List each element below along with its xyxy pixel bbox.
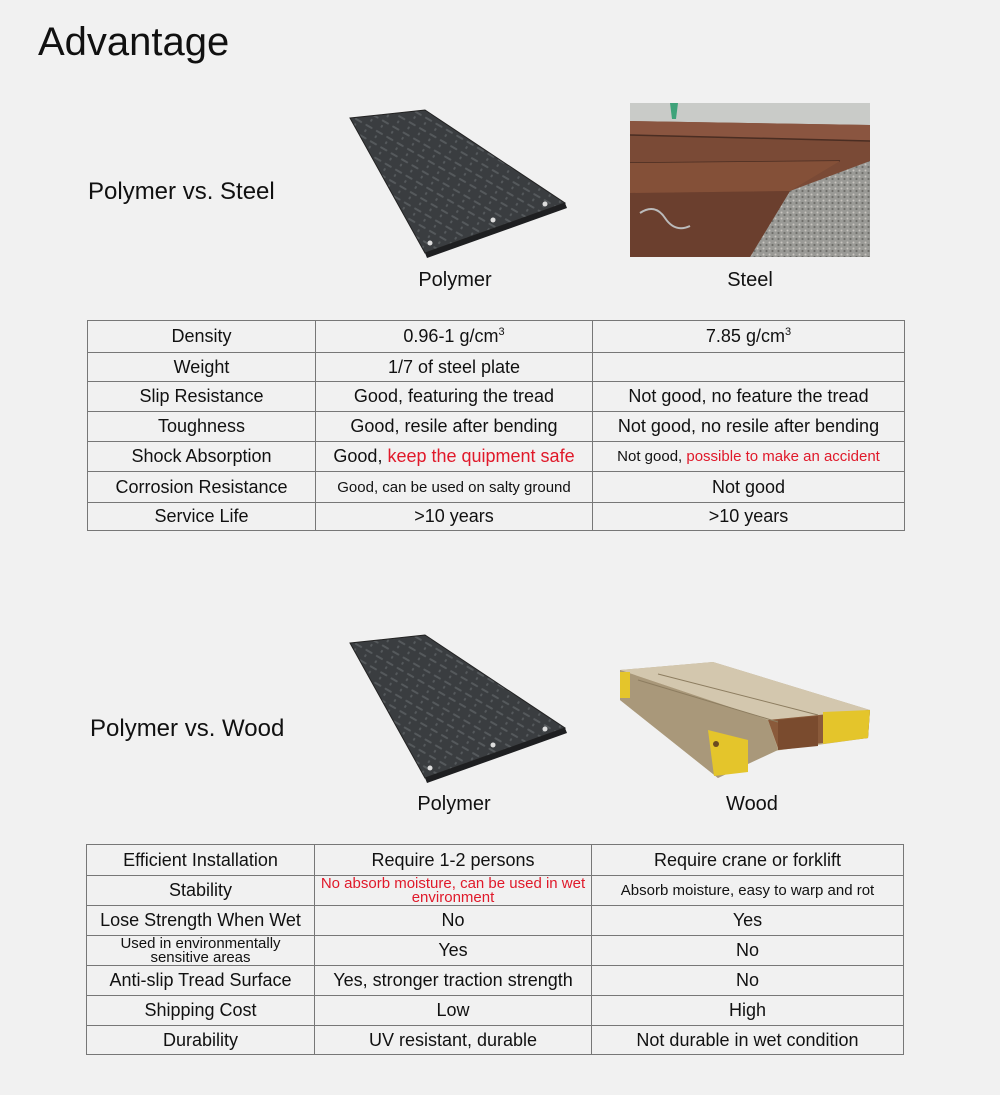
attribute-cell: Durability xyxy=(87,1026,315,1055)
polymer-cell: Good, resile after bending xyxy=(316,412,593,442)
table-row xyxy=(87,1026,904,1055)
table-row xyxy=(88,321,905,353)
wood-cell: No xyxy=(592,936,904,966)
polymer-cell: UV resistant, durable xyxy=(315,1026,592,1055)
attribute-cell: Anti-slip Tread Surface xyxy=(87,966,315,996)
table-row xyxy=(88,472,905,503)
polymer-cell xyxy=(316,442,593,472)
steel-density-unit-exponent: 3 xyxy=(784,326,792,338)
polymer-cell: No absorb moisture, can be used in wet environment xyxy=(315,876,592,906)
polymer-cell: Yes xyxy=(315,936,592,966)
steel-cell xyxy=(593,321,905,353)
polymer-mat-image xyxy=(345,633,570,783)
steel-shock-prefix: Not good, xyxy=(617,448,687,465)
steel-plates-image xyxy=(630,103,870,257)
polymer-shock-prefix: Good, xyxy=(333,446,388,466)
wood-cell: Absorb moisture, easy to warp and rot xyxy=(592,876,904,906)
steel-cell: Not good, no resile after bending xyxy=(593,412,905,442)
polymer-cell: >10 years xyxy=(316,503,593,531)
table-row xyxy=(88,503,905,531)
steel-density-value: 7.85 g/cm xyxy=(705,326,785,346)
wood-beams-image xyxy=(618,660,873,780)
polymer-vs-wood-table xyxy=(86,844,904,1055)
table-row xyxy=(87,966,904,996)
polymer-vs-steel-table xyxy=(87,320,905,531)
wood-section-label: Polymer vs. Wood xyxy=(90,715,285,742)
polymer-cell xyxy=(316,321,593,353)
table-row xyxy=(88,412,905,442)
attribute-cell: Efficient Installation xyxy=(87,845,315,876)
table-row xyxy=(87,906,904,936)
table-row xyxy=(87,996,904,1026)
polymer-cell: Good, featuring the tread xyxy=(316,382,593,412)
table-row xyxy=(88,353,905,382)
wood-cell: Not durable in wet condition xyxy=(592,1026,904,1055)
polymer-density-unit-exponent: 3 xyxy=(498,326,505,338)
table-row xyxy=(87,876,904,906)
steel-cell: >10 years xyxy=(593,503,905,531)
steel-section-label: Polymer vs. Steel xyxy=(88,178,275,205)
polymer-shock-highlight: keep the quipment safe xyxy=(387,446,575,466)
table-row xyxy=(88,382,905,412)
attribute-cell: Service Life xyxy=(88,503,316,531)
attribute-cell: Density xyxy=(88,321,316,353)
polymer-cell: 1/7 of steel plate xyxy=(316,353,593,382)
table-row xyxy=(87,936,904,966)
wood-section-polymer-caption: Polymer xyxy=(417,793,491,815)
attribute-cell: Shock Absorption xyxy=(88,442,316,472)
attribute-cell: Slip Resistance xyxy=(88,382,316,412)
steel-cell xyxy=(593,442,905,472)
steel-cell: Not good, no feature the tread xyxy=(593,382,905,412)
polymer-cell: Require 1-2 persons xyxy=(315,845,592,876)
table-row xyxy=(87,845,904,876)
attribute-cell: Stability xyxy=(87,876,315,906)
table-row xyxy=(88,442,905,472)
steel-cell xyxy=(593,353,905,382)
wood-cell: High xyxy=(592,996,904,1026)
steel-cell: Not good xyxy=(593,472,905,503)
wood-cell: No xyxy=(592,966,904,996)
attribute-cell: Shipping Cost xyxy=(87,996,315,1026)
polymer-cell: Good, can be used on salty ground xyxy=(316,472,593,503)
attribute-cell: Lose Strength When Wet xyxy=(87,906,315,936)
polymer-mat-image xyxy=(345,108,570,258)
polymer-cell: Low xyxy=(315,996,592,1026)
steel-section-polymer-caption: Polymer xyxy=(418,269,492,291)
steel-section-steel-caption: Steel xyxy=(727,269,773,291)
attribute-cell: Weight xyxy=(88,353,316,382)
wood-section-wood-caption: Wood xyxy=(726,793,778,815)
attribute-cell: Corrosion Resistance xyxy=(88,472,316,503)
polymer-density-value: 0.96-1 g/cm xyxy=(403,326,499,346)
wood-cell: Yes xyxy=(592,906,904,936)
steel-shock-highlight: possible to make an accident xyxy=(686,448,880,465)
attribute-cell: Toughness xyxy=(88,412,316,442)
polymer-cell: Yes, stronger traction strength xyxy=(315,966,592,996)
polymer-cell: No xyxy=(315,906,592,936)
wood-cell: Require crane or forklift xyxy=(592,845,904,876)
attribute-cell: Used in environmentally sensitive areas xyxy=(87,936,315,966)
page-title: Advantage xyxy=(38,20,230,64)
